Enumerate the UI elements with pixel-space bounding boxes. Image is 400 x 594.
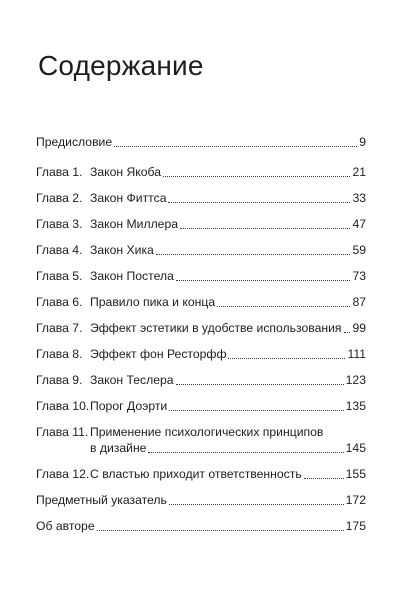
dot-leader bbox=[304, 478, 344, 479]
toc-entry-chapter-6[interactable] bbox=[36, 294, 366, 310]
toc-entry-page: 172 bbox=[345, 493, 366, 507]
toc-entry-page: 155 bbox=[345, 467, 366, 481]
toc-entry-page: 99 bbox=[352, 321, 366, 335]
toc-entry-chapter-4[interactable] bbox=[36, 242, 366, 258]
toc-entry-label: Эффект эстетики в удобстве использования bbox=[90, 321, 342, 335]
dot-leader bbox=[176, 384, 344, 385]
toc-entry-label: Закон Хика bbox=[90, 243, 154, 257]
toc-entry-page: 87 bbox=[352, 295, 366, 309]
page-title: Содержание bbox=[38, 50, 204, 81]
toc-entry-label: Об авторе bbox=[36, 519, 95, 533]
toc-entry-label: С властью приходит ответственность bbox=[90, 467, 302, 481]
toc-entry-chapter-11[interactable] bbox=[36, 424, 366, 456]
toc-entry-chapter-2[interactable] bbox=[36, 190, 366, 206]
toc-entry-page: 123 bbox=[345, 373, 366, 387]
toc-entry-preface[interactable] bbox=[36, 134, 366, 150]
toc-chapter-number: Глава 11. bbox=[36, 425, 89, 439]
toc-entry-page: 9 bbox=[359, 135, 366, 149]
toc-entry-label: Закон Якоба bbox=[90, 165, 162, 179]
toc-entry-page: 111 bbox=[347, 347, 366, 361]
dot-leader bbox=[156, 254, 351, 255]
toc-entry-chapter-10[interactable] bbox=[36, 398, 366, 414]
toc-entry-chapter-9[interactable] bbox=[36, 372, 366, 388]
toc-chapter-number: Глава 8. bbox=[36, 347, 83, 361]
dot-leader bbox=[97, 530, 344, 531]
dot-leader bbox=[169, 410, 343, 411]
dot-leader bbox=[163, 176, 350, 177]
toc-chapter-number: Глава 2. bbox=[36, 191, 83, 205]
dot-leader bbox=[114, 146, 357, 147]
toc-entry-page: 73 bbox=[352, 269, 366, 283]
toc-entry-page: 175 bbox=[345, 519, 366, 533]
toc-entry-page: 135 bbox=[345, 399, 366, 413]
toc-entry-label: Предметный указатель bbox=[36, 493, 167, 507]
toc-entry-chapter-8[interactable] bbox=[36, 346, 366, 362]
dot-leader bbox=[176, 280, 351, 281]
dot-leader bbox=[344, 332, 351, 333]
toc-entry-label: Эффект фон Ресторфф bbox=[90, 347, 227, 361]
toc-chapter-number: Глава 4. bbox=[36, 243, 83, 257]
toc-entry-label: Предисловие bbox=[36, 135, 113, 149]
toc-entry-page: 59 bbox=[352, 243, 366, 257]
toc-entry-page: 47 bbox=[352, 217, 366, 231]
dot-leader bbox=[169, 504, 344, 505]
toc-entry-label-line-2: в дизайне bbox=[90, 441, 147, 455]
toc-entry-label: Закон Постела bbox=[90, 269, 174, 283]
toc-entry-page: 33 bbox=[352, 191, 366, 205]
toc-entry-chapter-3[interactable] bbox=[36, 216, 366, 232]
toc-entry-subject-index[interactable] bbox=[36, 492, 366, 508]
toc-entry-chapter-1[interactable] bbox=[36, 164, 366, 180]
toc-chapter-number: Глава 12. bbox=[36, 467, 90, 481]
dot-leader bbox=[217, 306, 350, 307]
toc-entry-label: Правило пика и конца bbox=[90, 295, 216, 309]
toc-entry-label: Закон Фиттса bbox=[90, 191, 167, 205]
toc-entry-label-line-2-row bbox=[90, 440, 366, 456]
toc-entry-label-block bbox=[90, 424, 366, 456]
toc-entry-label-line-1: Применение психологических принципов bbox=[90, 425, 324, 439]
dot-leader bbox=[228, 358, 345, 359]
toc-entry-label: Закон Теслера bbox=[90, 373, 174, 387]
toc-entry-chapter-7[interactable] bbox=[36, 320, 366, 336]
toc-entry-page: 145 bbox=[345, 441, 366, 455]
toc-chapter-number: Глава 6. bbox=[36, 295, 83, 309]
toc-entry-chapter-12[interactable] bbox=[36, 466, 366, 482]
toc-chapter-number: Глава 9. bbox=[36, 373, 83, 387]
toc-chapter-number: Глава 3. bbox=[36, 217, 83, 231]
dot-leader bbox=[148, 452, 343, 453]
toc-entry-label: Закон Миллера bbox=[90, 217, 179, 231]
toc-chapter-number: Глава 7. bbox=[36, 321, 83, 335]
toc-chapter-number: Глава 1. bbox=[36, 165, 83, 179]
dot-leader bbox=[180, 228, 350, 229]
toc-entry-chapter-5[interactable] bbox=[36, 268, 366, 284]
dot-leader bbox=[168, 202, 350, 203]
toc-chapter-number: Глава 10. bbox=[36, 399, 90, 413]
toc-chapter-number: Глава 5. bbox=[36, 269, 83, 283]
toc-entry-page: 21 bbox=[352, 165, 366, 179]
toc-entry-about-author[interactable] bbox=[36, 518, 366, 534]
toc-entry-label: Порог Доэрти bbox=[90, 399, 168, 413]
